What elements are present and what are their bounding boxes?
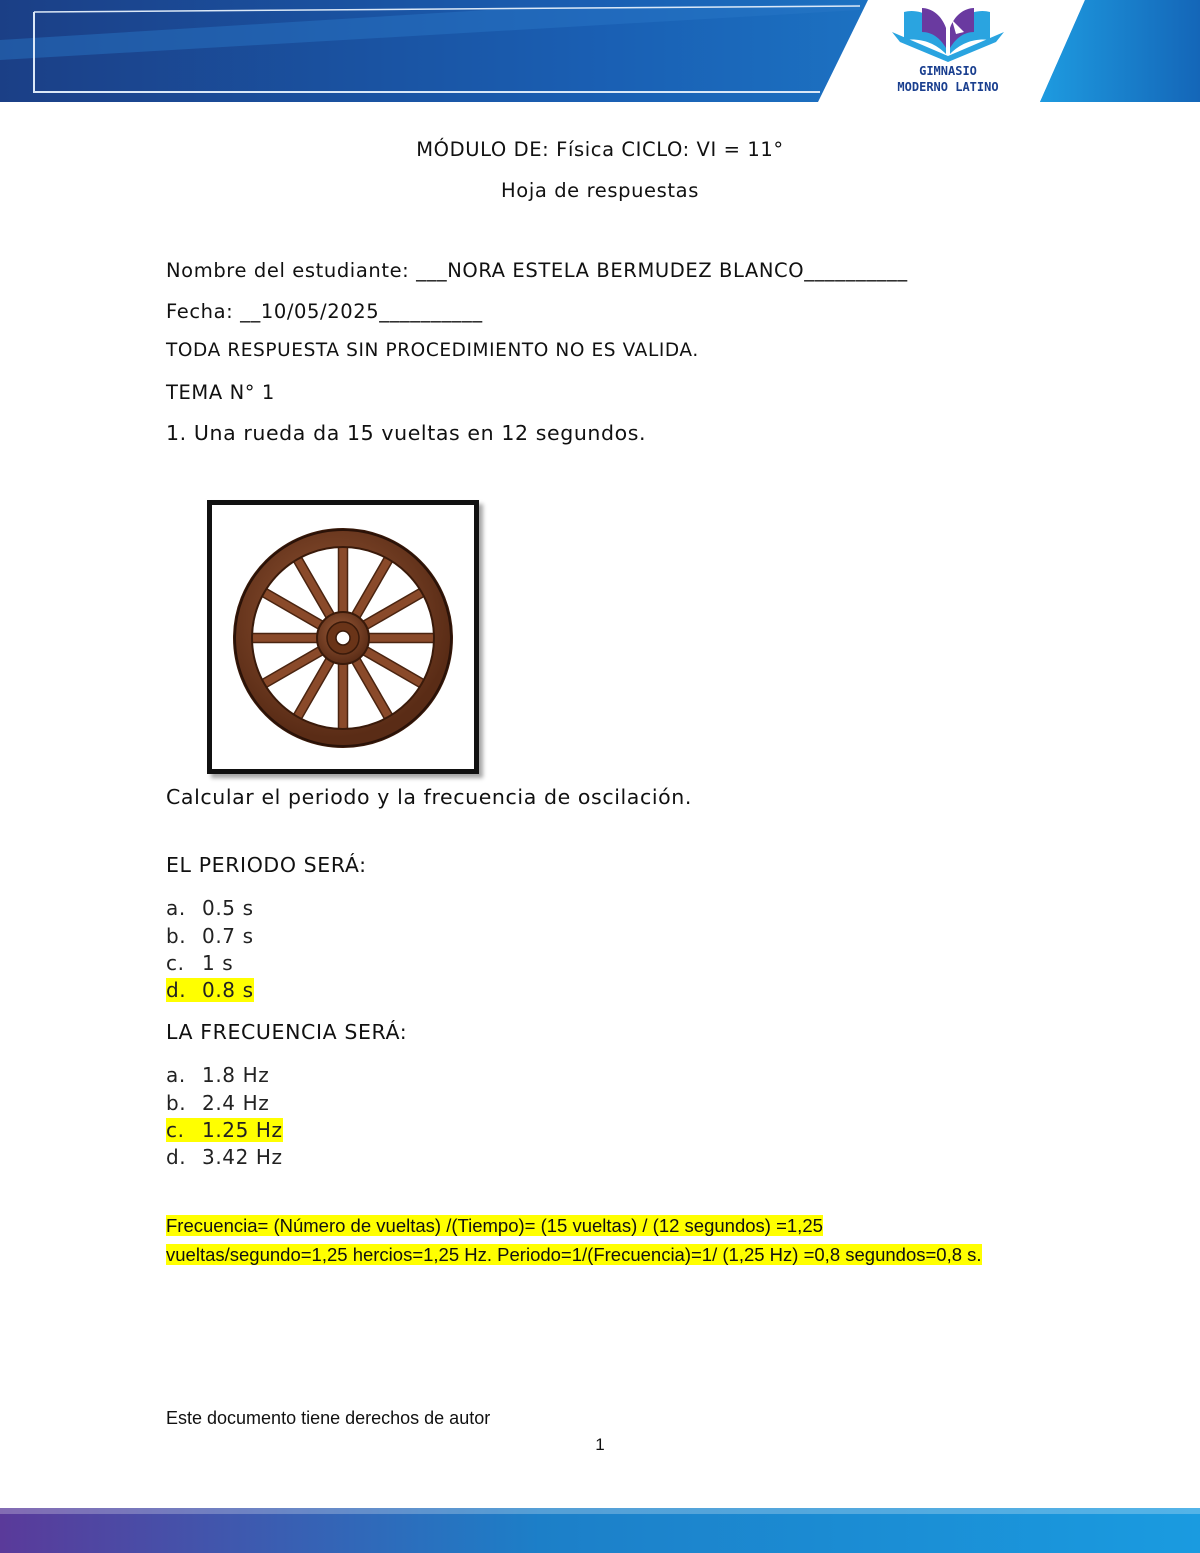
option-value: 0.8 s — [202, 978, 254, 1002]
option-letter: b. — [166, 924, 187, 948]
option-letter: c. — [166, 1118, 185, 1142]
answer-sheet-subtitle: Hoja de respuestas — [501, 179, 699, 202]
procedure-warning: TODA RESPUESTA SIN PROCEDIMIENTO NO ES VALIDA. — [166, 340, 699, 361]
option-letter: d. — [166, 978, 187, 1002]
option-value: 1.25 Hz — [202, 1118, 283, 1142]
option-letter: a. — [166, 896, 186, 920]
module-title: MÓDULO DE: Física CICLO: VI = 11° — [416, 138, 784, 161]
option-letter: a. — [166, 1063, 186, 1087]
frequency-option-b — [166, 1091, 269, 1115]
option-value: 0.5 s — [202, 896, 254, 920]
solution-line-2: vueltas/segundo=1,25 hercios=1,25 Hz. Periodo=1/(Frecuencia)=1/ (1,25 Hz) =0,8 segundos=0,8 s. — [166, 1244, 982, 1265]
option-value: 0.7 s — [202, 924, 254, 948]
period-option-a — [166, 896, 254, 920]
option-letter: b. — [166, 1091, 187, 1115]
period-option-b — [166, 924, 254, 948]
solution-line-1: Frecuencia= (Número de vueltas) /(Tiempo)= (15 vueltas) / (12 segundos) =1,25 — [166, 1215, 823, 1236]
option-value: 2.4 Hz — [202, 1091, 270, 1115]
date-line: Fecha: __10/05/2025__________ — [166, 300, 483, 323]
school-logo — [878, 2, 1018, 98]
wagon-wheel-image — [207, 500, 479, 774]
header-banner — [0, 0, 1200, 102]
open-book-icon — [878, 2, 1018, 64]
option-value: 3.42 Hz — [202, 1145, 283, 1169]
frequency-option-a — [166, 1063, 269, 1087]
logo-line-2: MODERNO LATINO — [897, 80, 999, 94]
period-heading: EL PERIODO SERÁ: — [166, 853, 367, 877]
frequency-heading: LA FRECUENCIA SERÁ: — [166, 1020, 408, 1044]
page-number: 1 — [595, 1435, 605, 1454]
option-value: 1.8 Hz — [202, 1063, 270, 1087]
copyright-notice: Este documento tiene derechos de autor — [166, 1408, 491, 1428]
question-text: 1. Una rueda da 15 vueltas en 12 segundos. — [166, 421, 647, 445]
option-letter: d. — [166, 1145, 187, 1169]
frequency-option-d — [166, 1145, 283, 1169]
student-name-line: Nombre del estudiante: ___NORA ESTELA BERMUDEZ BLANCO__________ — [166, 259, 908, 282]
period-option-c — [166, 951, 233, 975]
topic-label: TEMA N° 1 — [166, 381, 275, 404]
wheel-icon — [212, 505, 474, 769]
frequency-option-c-selected — [166, 1118, 283, 1142]
period-option-d-selected — [166, 978, 254, 1002]
option-letter: c. — [166, 951, 185, 975]
logo-line-1: GIMNASIO — [919, 64, 977, 78]
footer-banner — [0, 1508, 1200, 1553]
calculation-instruction: Calcular el periodo y la frecuencia de oscilación. — [166, 785, 692, 809]
option-value: 1 s — [202, 951, 234, 975]
